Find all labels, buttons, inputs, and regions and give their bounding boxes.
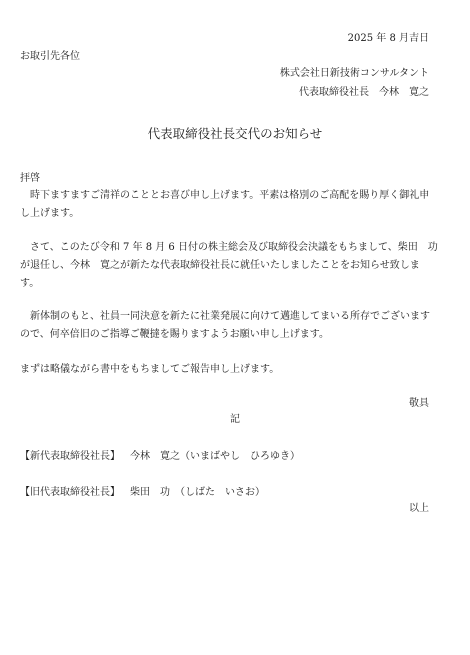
document-title: 代表取締役社長交代のお知らせ bbox=[147, 126, 323, 141]
paragraph-greeting: 時下ますますご清祥のこととお喜び申し上げます。平素は格別のご高配を賜り厚く御礼申し上げます。 bbox=[20, 190, 430, 219]
item-former-president bbox=[20, 486, 265, 500]
item-label: 【新代表取締役社長】 bbox=[20, 451, 120, 462]
item-value: 今林 寛之（いまばやし ひろゆき） bbox=[130, 451, 300, 462]
paragraph-announcement: さて、このたび令和 7 年 8 月 6 日付の株主総会及び取締役会決議をもちまして、柴田 功が退任し、今林 寛之が新たな代表取締役社長に就任いたしましたことをお知らせ致します。 bbox=[20, 242, 438, 289]
sender-company: 株式会社日新技術コンサルタント bbox=[279, 68, 429, 79]
salutation: 拝啓 bbox=[20, 173, 40, 184]
closing-ijou: 以上 bbox=[409, 503, 429, 514]
paragraph-report: まずは略儀ながら書中をもちましてご報告申し上げます。 bbox=[20, 364, 280, 375]
paragraph-request: 新体制のもと、社員一同決意を新たに社業発展に向けて邁進してまいる所存でございますので、何卒倍旧のご指導ご鞭撻を賜りますようお願い申し上げます。 bbox=[20, 311, 430, 340]
recipient: お取引先各位 bbox=[20, 51, 80, 62]
item-new-president bbox=[20, 450, 300, 464]
letter-date: 2025 年 8 月吉日 bbox=[347, 33, 429, 44]
sender-name: 代表取締役社長 今林 寛之 bbox=[299, 87, 429, 98]
closing-keigu: 敬具 bbox=[409, 398, 429, 409]
ki-marker: 記 bbox=[230, 414, 240, 425]
item-label: 【旧代表取締役社長】 bbox=[20, 487, 120, 498]
item-value: 柴田 功 （しばた いさお） bbox=[130, 487, 265, 498]
